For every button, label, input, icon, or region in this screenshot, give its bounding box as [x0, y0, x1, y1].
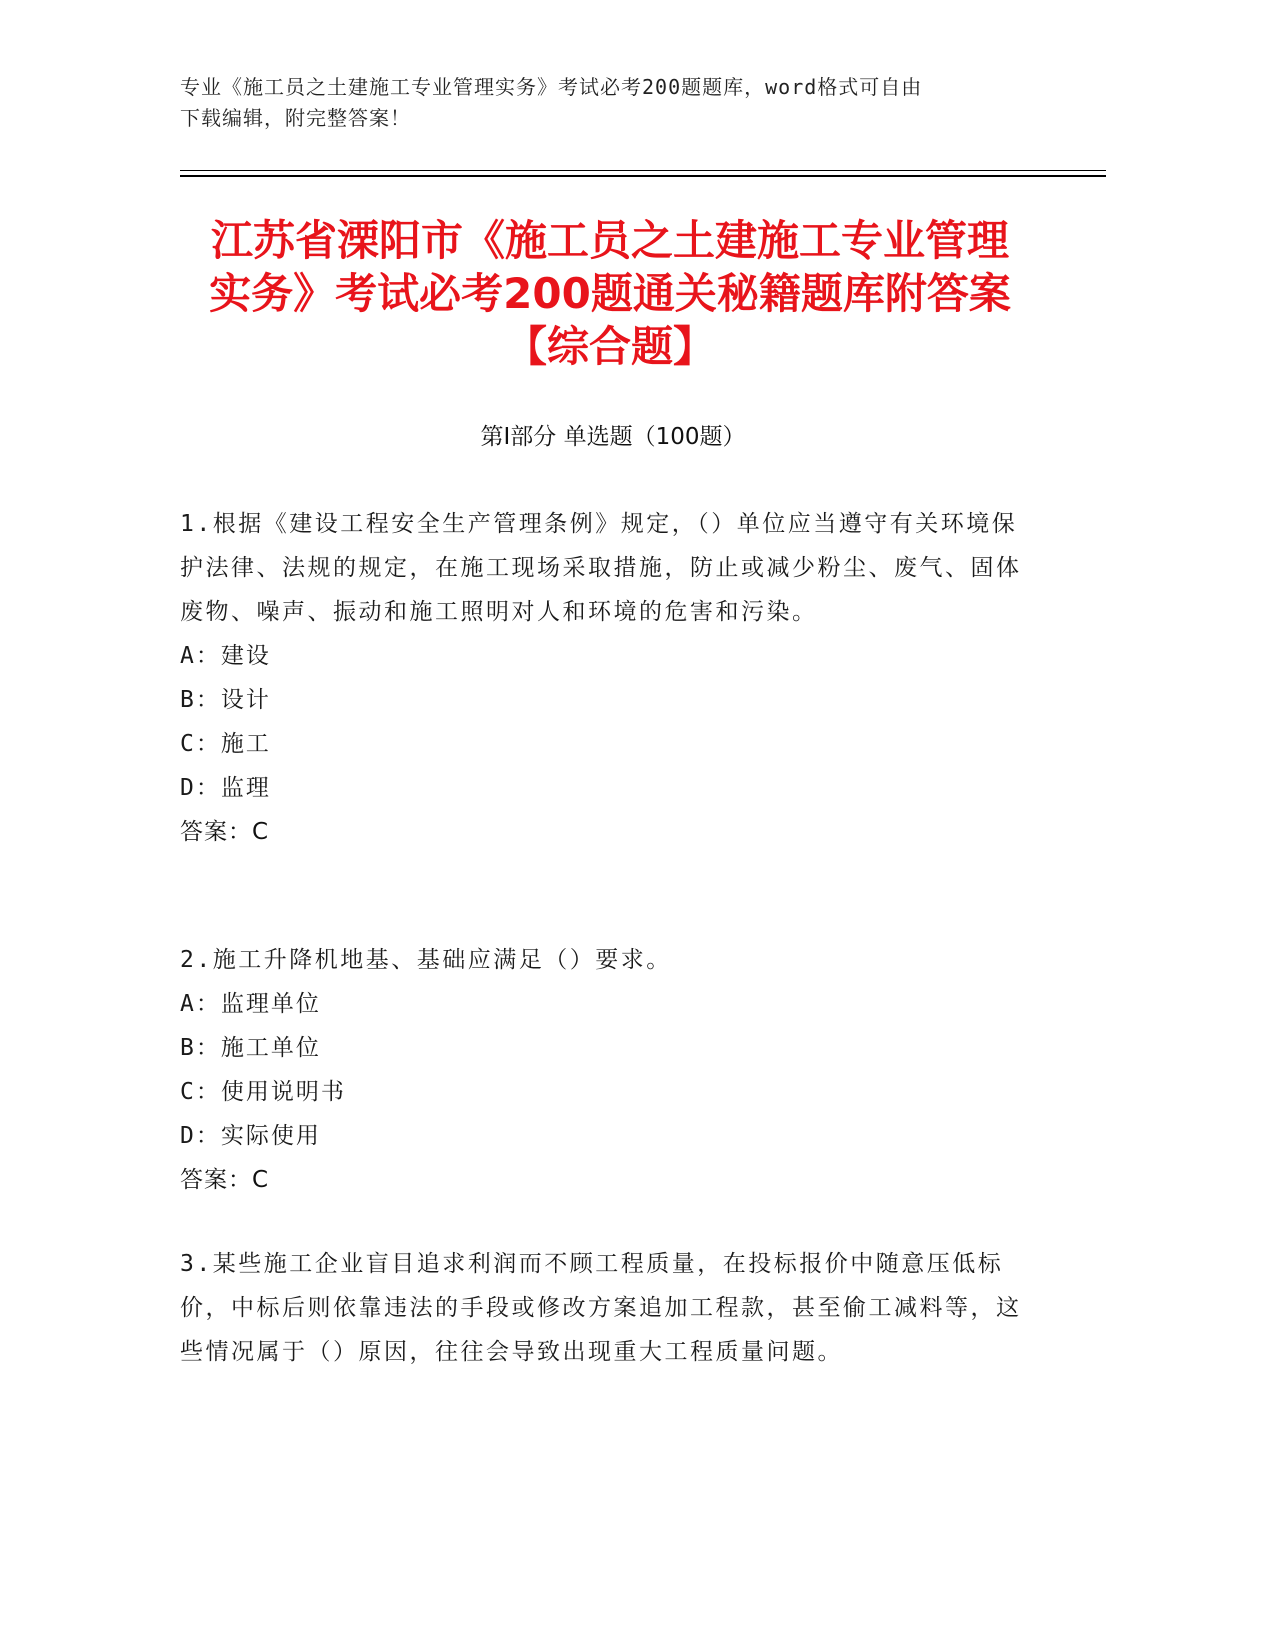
header-note-line1: 专业《施工员之土建施工专业管理实务》考试必考200题题库，word格式可自由 — [180, 75, 923, 99]
question-item — [180, 1242, 1026, 1374]
question-stem: 2.施工升降机地基、基础应满足（）要求。 — [180, 947, 672, 973]
option-b: B：施工单位 — [180, 1035, 321, 1061]
option-b: B：设计 — [180, 687, 271, 713]
question-item — [180, 938, 1026, 1202]
question-stem: 1.根据《建设工程安全生产管理条例》规定，（）单位应当遵守有关环境保护法律、法规的规定，在施工现场采取措施，防止或减少粉尘、废气、固体废物、噪声、振动和施工照明对人和环境的危害和污染。 — [180, 511, 1022, 625]
answer-label: 答案：C — [180, 1167, 270, 1193]
option-d: D：监理 — [180, 775, 271, 801]
question-stem: 3.某些施工企业盲目追求利润而不顾工程质量，在投标报价中随意压低标价，中标后则依靠违法的手段或修改方案追加工程款，甚至偷工减料等，这些情况属于（）原因，往往会导致出现重大工程质量问题。 — [180, 1251, 1022, 1365]
question-item — [180, 502, 1026, 854]
header-divider-thin — [180, 170, 1106, 171]
header-divider-thick — [180, 175, 1106, 177]
header-note-line2: 下载编辑，附完整答案！ — [180, 106, 411, 130]
title-line1: 江苏省溧阳市《施工员之土建施工专业管理 — [210, 216, 1009, 265]
option-d: D：实际使用 — [180, 1123, 321, 1149]
option-c: C：使用说明书 — [180, 1079, 346, 1105]
title-line2: 实务》考试必考200题通关秘籍题库附答案 — [209, 269, 1011, 318]
section-title: 第Ⅰ部分 单选题（100题） — [480, 424, 746, 450]
header-note — [180, 72, 1060, 134]
option-c: C：施工 — [180, 731, 271, 757]
option-a: A：建设 — [180, 643, 271, 669]
answer-label: 答案：C — [180, 819, 270, 845]
document-title — [160, 214, 1060, 373]
title-line3: 【综合题】 — [504, 322, 715, 371]
option-a: A：监理单位 — [180, 991, 321, 1017]
